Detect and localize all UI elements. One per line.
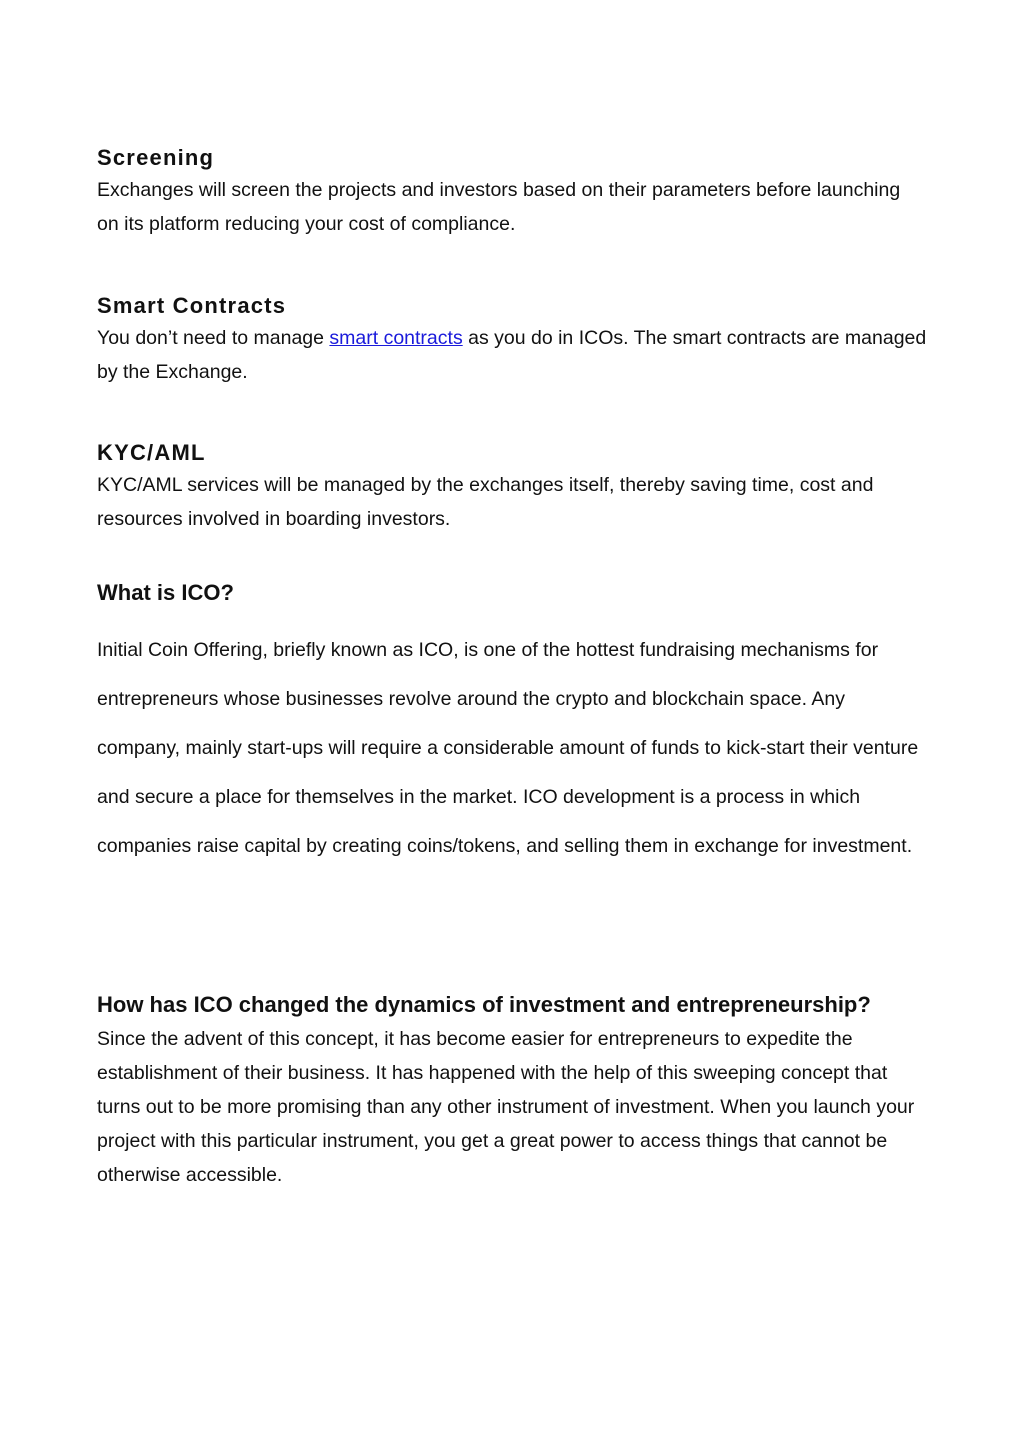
section-title: What is ICO? [97,580,234,605]
section-title: How has ICO changed the dynamics of investment and entrepreneurship? [97,992,871,1017]
section-body: Initial Coin Offering, briefly known as ICO, is one of the hottest fundraising mechanisms for entrepreneurs whose businesses revolve around the crypto and blockchain space. Any company, mainly start-ups will require a considerable amount of funds to kick-start their venture and secure a place for themselves in the market. ICO development is a process in which companies raise capital by creating coins/tokens, and selling them in exchange for investment. [97,639,919,857]
section-title: Screening [97,145,215,170]
section-body: Exchanges will screen the projects and investors based on their parameters before launching on its platform reducing your cost of compliance. [97,179,901,235]
smart-contracts-link[interactable]: smart contracts [329,327,463,349]
section-title: KYC/AML [97,440,206,465]
section-smart-contracts [97,291,927,389]
section-what-is-ico [97,578,927,871]
section-body: Since the advent of this concept, it has become easier for entrepreneurs to expedite the establishment of their business. It has happened with the help of this sweeping concept that turns out to be more promising than any other instrument of investment. When you launch your project with this particular instrument, you get a great power to access things that cannot be otherwise accessible. [97,1028,915,1186]
section-title: Smart Contracts [97,293,287,318]
section-kyc-aml [97,438,927,536]
body-text-before: You don’t need to manage [97,327,330,349]
section-ico-dynamics [97,988,927,1192]
section-body [97,321,927,389]
body-text-after: as you do in ICOs. The smart contracts are managed by the Exchange. [97,327,927,383]
section-screening [97,143,927,241]
section-body: KYC/AML services will be managed by the exchanges itself, thereby saving time, cost and resources involved in boarding investors. [97,474,874,530]
